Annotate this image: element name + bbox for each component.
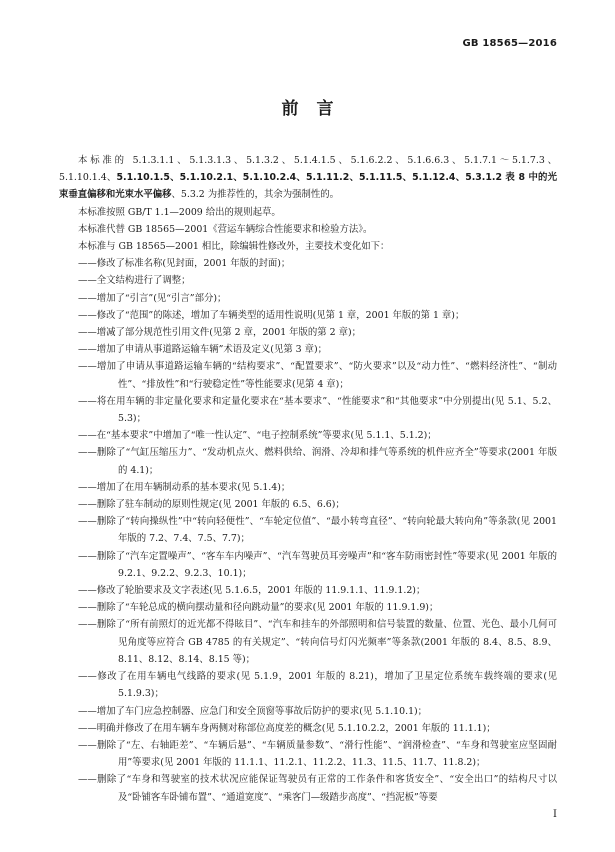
change-item: ——删除了“所有前照灯的近光都不得眩目”、“汽车和挂车的外部照明和信号装置的数量、位置、光色、最小几何可见角度等应符合 GB 4785 的有关规定”、“转向信号灯闪光频率”等条款(2001 年版的 8.4、8.5、8.9、8.11、8.12、8.14、8.15 等)； — [78, 619, 557, 665]
change-item: ——将在用车辆的非定量化要求和定量化要求在“基本要求”、“性能要求”和“其他要求”中分别提出(见 5.1、5.2、5.3)； — [78, 395, 557, 425]
change-item: ——增加了车门应急控制器、应急门和安全顶窗等事故后防护的要求(见 5.1.10.1)； — [78, 705, 428, 717]
change-item: ——删除了“汽车定置噪声”、“客车车内噪声”、“汽车驾驶员耳旁噪声”和“客车防雨密封性”等要求(见 2001 年版的 9.2.1、9.2.2、9.2.3、10.1)； — [78, 550, 557, 579]
change-item: ——修改了“范围”的陈述，增加了车辆类型的适用性说明(见第 1 章，2001 年版的第 1 章)； — [78, 309, 465, 321]
drafting-rules-paragraph: 本标准按照 GB/T 1.1—2009 给出的规则起草。 — [78, 206, 281, 218]
scope-emphasis: 5.1.10.1.5、5.1.10.2.1、5.1.10.2.4、5.1.11.2、5.1.11.5、5.1.12.4、5.3.1.2 表 8 中的光束垂直偏移和光束水平偏移 — [59, 172, 557, 201]
scope-tail: 、5.3.2 为推荐性的，其余为强制性的。 — [171, 189, 339, 201]
change-item: ——全文结构进行了调整； — [78, 275, 191, 287]
change-item: ——增加了在用车辆制动系的基本要求(见 5.1.4)； — [78, 481, 291, 493]
change-item: ——删除了“车身和驾驶室的技术状况应能保证驾驶员有正常的工作条件和客货安全”、“安全出口”的结构尺寸以及“卧铺客车卧铺布置”、“通道宽度”、“乘客门—级踏步高度”、“挡泥板”等要 — [78, 774, 557, 803]
replaces-paragraph: 本标准代替 GB 18565—2001《营运车辆综合性能要求和检验方法》。 — [78, 223, 373, 235]
change-item: ——删除了“车轮总成的横向摆动量和径向跳动量”的要求(见 2001 年版的 11.9.1.9)； — [78, 602, 439, 614]
change-item: ——增加了申请从事道路运输车辆”术语及定义(见第 3 章)； — [78, 344, 328, 356]
standard-code: GB 18565—2016 — [462, 38, 557, 49]
change-item: ——修改了标准名称(见封面，2001 年版的封面)； — [78, 258, 291, 270]
change-item: ——删除了驻车制动的原则性规定(见 2001 年版的 6.5、6.6)； — [78, 499, 345, 511]
document-body — [59, 152, 557, 806]
page-title: 前言 — [281, 99, 352, 119]
page-number: I — [553, 809, 557, 820]
change-item: ——在“基本要求”中增加了“唯一性认定”、“电子控制系统”等要求(见 5.1.1、5.1.2)； — [78, 430, 437, 442]
change-item: ——修改了在用车辆电气线路的要求(见 5.1.9，2001 年版的 8.21)，增加了卫星定位系统车载终端的要求(见 5.1.9.3)； — [78, 671, 557, 700]
change-item: ——删除了“气缸压缩压力”、“发动机点火、燃料供给、润滑、冷却和排气等系统的机件应齐全”等要求(2001 年版的 4.1)； — [78, 447, 557, 476]
scope-paragraph — [59, 152, 557, 204]
changes-intro-paragraph: 本标准与 GB 18565—2001 相比，除编辑性修改外，主要技术变化如下： — [78, 241, 390, 253]
change-item: ——修改了轮胎要求及文字表述(见 5.1.6.5，2001 年版的 11.9.1.1、11.9.1.2)； — [78, 585, 426, 597]
change-item: ——增加了“引言”(见“引言”部分)； — [78, 292, 227, 304]
scope-lead: 本标准的 5.1.3.1.1、5.1.3.1.3、5.1.3.2、5.1.4.1.5、5.1.6.2.2、5.1.6.6.3、5.1.7.1～5.1.7.3、5.1.10.1.4、 — [59, 155, 557, 184]
change-item: ——增减了部分规范性引用文件(见第 2 章，2001 年版的第 2 章)； — [78, 327, 362, 339]
change-item: ——删除了“转向操纵性”中“转向轻便性”、“车轮定位值”、“最小转弯直径”、“转向轮最大转向角”等条款(见 2001 年版的 7.2、7.4、7.5、7.7)； — [78, 516, 557, 545]
change-item: ——增加了申请从事道路运输车辆的“结构要求”、“配置要求”、“防火要求”以及“动力性”、“燃料经济性”、“制动性”、“排放性”和“行驶稳定性”等性能要求(见第 4 章)； — [78, 361, 557, 390]
change-item: ——删除了“左、右轴距差”、“车辆后悬”、“车辆质量参数”、“滑行性能”、“润滑检查”、“车身和驾驶室应坚固耐用”等要求(见 2001 年版的 11.1.1、11.2.1、11.2.2、11.3、11.5、11.7、11.8.2)； — [78, 739, 557, 769]
change-item: ——明确并修改了在用车辆车身两侧对称部位高度差的概念(见 5.1.10.2.2，2001 年版的 11.1.1)； — [78, 722, 496, 734]
